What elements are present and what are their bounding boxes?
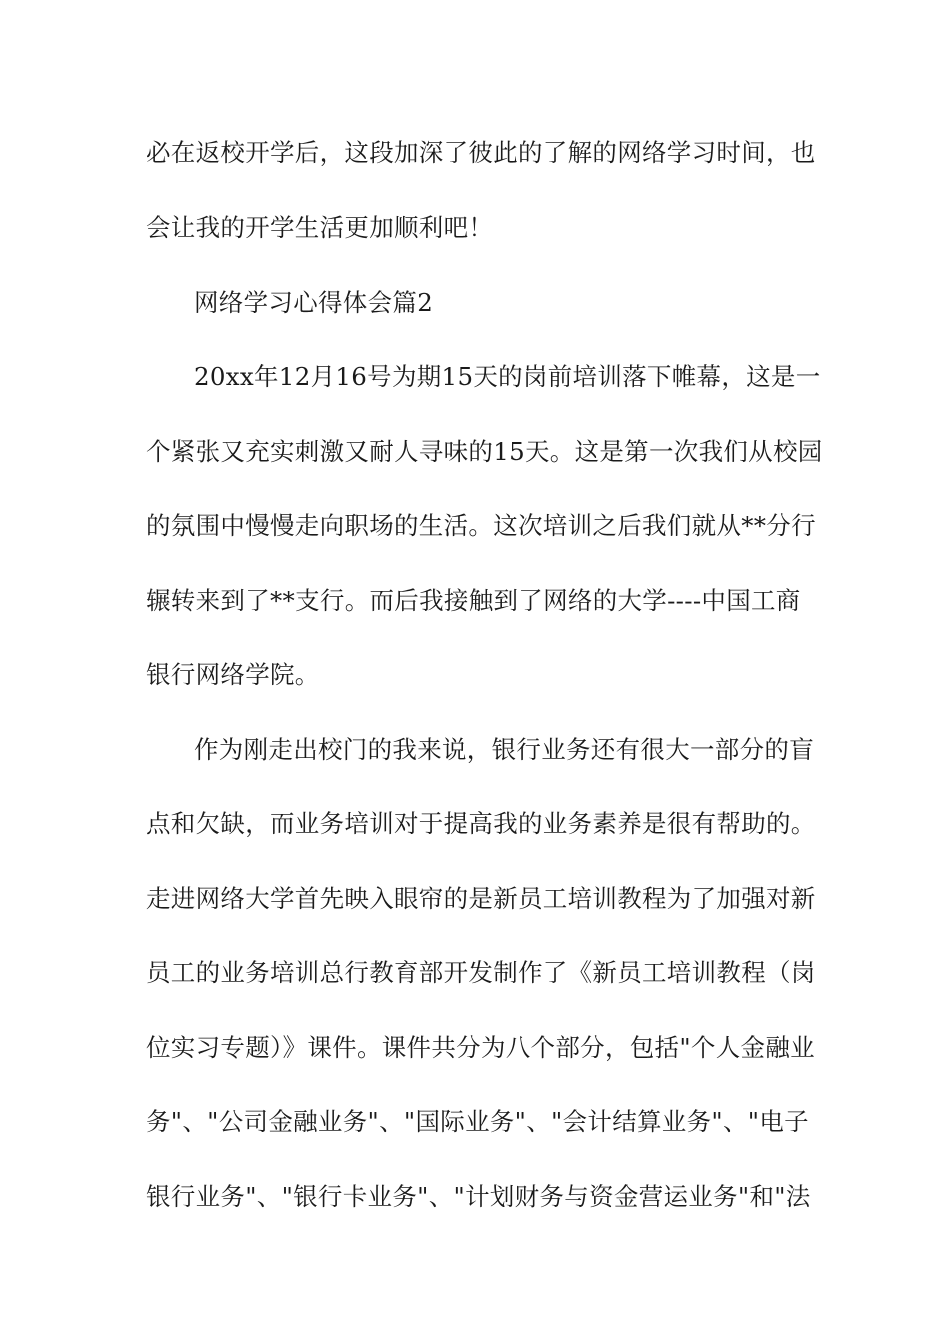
- paragraph-line: 银行业务"、"银行卡业务"、"计划财务与资金营运业务"和"法: [146, 1182, 811, 1211]
- paragraph-line: 个紧张又充实刺激又耐人寻味的15天。这是第一次我们从校园: [146, 437, 823, 466]
- paragraph-line: 必在返校开学后，这段加深了彼此的了解的网络学习时间，也: [146, 138, 816, 167]
- paragraph-line: 点和欠缺，而业务培训对于提高我的业务素养是很有帮助的。: [146, 809, 816, 838]
- paragraph-line: 作为刚走出校门的我来说，银行业务还有很大一部分的盲: [194, 735, 814, 764]
- paragraph-line: 的氛围中慢慢走向职场的生活。这次培训之后我们就从**分行: [146, 511, 816, 540]
- paragraph-line: 银行网络学院。: [146, 660, 320, 689]
- section-heading: 网络学习心得体会篇2: [194, 288, 434, 317]
- paragraph-line: 走进网络大学首先映入眼帘的是新员工培训教程为了加强对新: [146, 884, 816, 913]
- paragraph-line: 20xx年12月16号为期15天的岗前培训落下帷幕，这是一: [194, 362, 821, 391]
- paragraph-line: 位实习专题）》课件。课件共分为八个部分，包括"个人金融业: [146, 1033, 815, 1062]
- paragraph-line: 员工的业务培训总行教育部开发制作了《新员工培训教程（岗: [146, 958, 816, 987]
- paragraph-line: 务"、"公司金融业务"、"国际业务"、"会计结算业务"、"电子: [146, 1107, 809, 1136]
- paragraph-line: 会让我的开学生活更加顺利吧！: [146, 213, 494, 242]
- paragraph-line: 辗转来到了**支行。而后我接触到了网络的大学----中国工商: [146, 586, 801, 615]
